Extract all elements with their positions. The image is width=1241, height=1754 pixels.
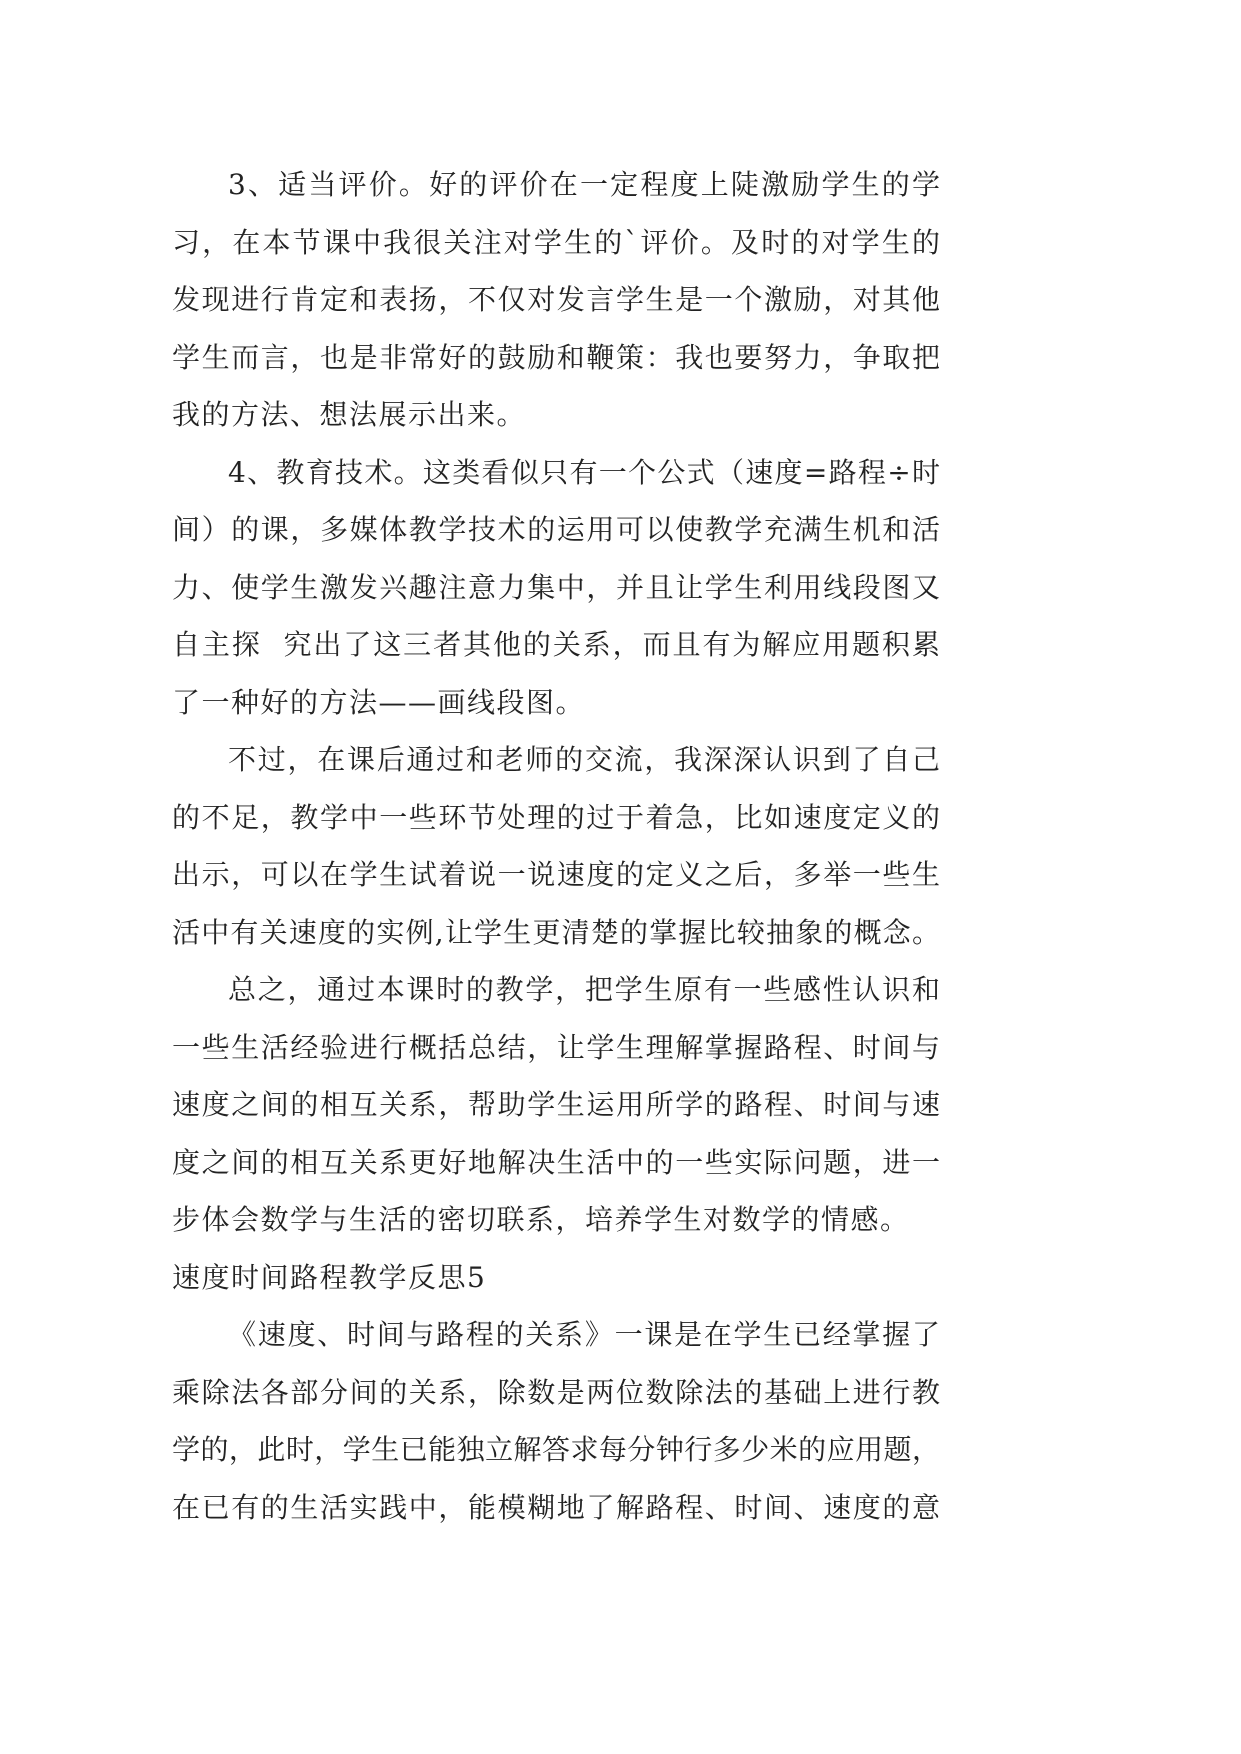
text-line: 不过，在课后通过和老师的交流，我深深认识到了自己 [228,743,940,776]
paragraph-section-intro [172,1306,940,1536]
text-line: 4、教育技术。这类看似只有一个公式（速度=路程÷时 [228,455,940,489]
text-line: 《速度、时间与路程的关系》一课是在学生已经掌握了 [228,1318,940,1351]
text-line: 间）的课，多媒体教学技术的运用可以使教学充满生机和活 [172,513,940,546]
paragraph-education-technology [172,444,940,732]
text-line: 学的，此时，学生已能独立解答求每分钟行多少米的应用题， [172,1433,940,1466]
text-line: 习，在本节课中我很关注对学生的`评价。及时的对学生的 [172,225,940,259]
text-line: 一些生活经验进行概括总结，让学生理解掌握路程、时间与 [172,1030,940,1064]
text-line: 出示，可以在学生试着说一说速度的定义之后，多举一些生 [172,858,940,891]
text-line: 了一种好的方法——画线段图。 [172,685,586,719]
paragraph-evaluation [172,156,940,444]
text-line: 的不足，教学中一些环节处理的过于着急，比如速度定义的 [172,800,940,834]
text-line: 总之，通过本课时的教学，把学生原有一些感性认识和 [228,973,940,1006]
text-line: 在已有的生活实践中，能模糊地了解路程、时间、速度的意 [172,1490,940,1524]
text-line: 学生而言，也是非常好的鼓励和鞭策：我也要努力，争取把 [172,340,940,374]
paragraph-shortcomings [172,731,940,961]
document-body [172,156,940,1536]
text-line: 我的方法、想法展示出来。 [172,398,527,431]
text-line: 度之间的相互关系更好地解决生活中的一些实际问题，进一 [172,1145,940,1179]
text-line: 自主探 究出了这三者其他的关系，而且有为解应用题积累 [172,628,940,661]
text-line: 力、使学生激发兴趣注意力集中，并且让学生利用线段图又 [172,570,940,604]
text-line: 步体会数学与生活的密切联系，培养学生对数学的情感。 [172,1203,910,1236]
text-line: 速度之间的相互关系，帮助学生运用所学的路程、时间与速 [172,1088,940,1121]
text-line: 活中有关速度的实例,让学生更清楚的掌握比较抽象的概念。 [172,915,940,949]
text-line: 发现进行肯定和表扬，不仅对发言学生是一个激励，对其他 [172,283,940,316]
paragraph-summary [172,961,940,1249]
text-line: 乘除法各部分间的关系，除数是两位数除法的基础上进行教 [172,1375,940,1409]
section-heading: 速度时间路程教学反思5 [172,1260,487,1294]
text-line: 3、适当评价。好的评价在一定程度上陡激励学生的学 [228,168,940,201]
